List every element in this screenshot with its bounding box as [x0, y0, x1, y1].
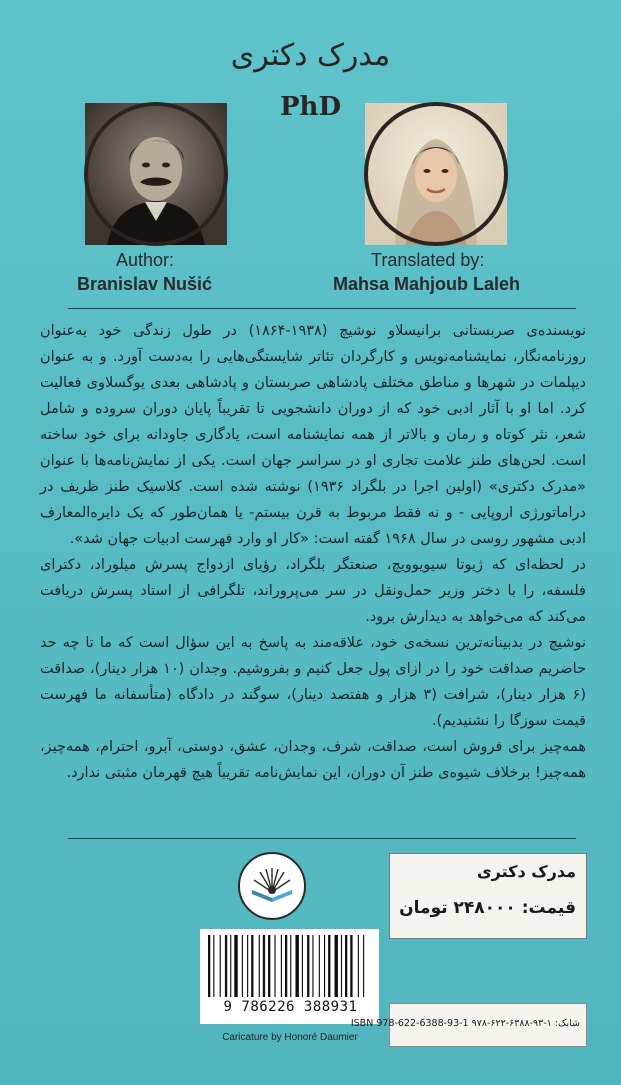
barcode-bar	[230, 935, 231, 997]
blurb-paragraph: همه‌چیز برای فروش است، صداقت، شرف، وجدان، عشق، دوستی، آبرو، احترام، همه‌چیز، همه‌چیز! برخلاف شیوه‌ی طنز آن دوران، این نمایش‌نامه تقریباً هیچ قهرمان مثبتی ندارد.	[40, 739, 586, 781]
barcode-bar	[295, 935, 298, 997]
bottom-divider	[68, 838, 576, 839]
isbn-value-fa: ۱-۹۳-۶۳۸۸-۶۲۲-۹۷۸	[471, 1018, 552, 1029]
barcode-bar	[302, 935, 303, 997]
barcode-bar	[259, 935, 260, 997]
author-name: Branislav Nušić	[77, 274, 213, 294]
translator-name: Mahsa Mahjoub Laleh	[333, 274, 521, 294]
barcode-bar	[319, 935, 320, 997]
barcode-bar	[251, 935, 253, 997]
barcode-bar	[285, 935, 287, 997]
barcode-bar	[307, 935, 309, 997]
price-currency: تومان	[399, 898, 448, 918]
price-sticker	[389, 853, 587, 939]
price-sticker-title: مدرک دکتری	[477, 862, 576, 881]
price-label: قیمت:	[521, 898, 576, 918]
caricature-credit: Caricature by Honoré Daumier	[222, 1032, 358, 1043]
price-line	[399, 898, 576, 918]
barcode-bar	[242, 935, 243, 997]
barcode-bar	[328, 935, 330, 997]
barcode-bar	[363, 935, 364, 997]
blurb-paragraph: نویسنده‌ی صربستانی برانیسلاو نوشیچ (۱۹۳۸-۱۸۶۴) در طول زندگی خود به‌عنوان روزنامه‌نگار، نمایشنامه‌نویس و کارگردان تئاتر شایستگی‌هایی را به‌دست آورد. و به عنوان دیپلمات در شهرها و مناطق مختلف پادشاهی صربستان و پادشاهی بعدی یوگسلاوی فعالیت کرد. اما او با آثار ادبی خود که از دوران دانشجویی تا تقریباً پایان دوران سروده و شامل شعر، نثر کوتاه و رمان و بالاتر از همه نمایشنامه است، یادگاری جاودانه برای خود ساخته است. لحن‌های طنز علامت تجاری او در سراسر جهان است. یکی از نمایش‌نامه‌ها با عنوان «مدرک دکتری» (اولین اجرا در بلگراد ۱۹۳۶) نوشته شده است. کلاسیک طنز ظریف در دراماتورژی اروپایی - و نه فقط مربوط به قرن بیستم- یا همان‌طور که یک دایره‌المعارف ادبی مشهور روسی در سال ۱۹۶۸ گفته است: «کار او وارد فهرست ادبیات جهان شد».	[40, 323, 586, 547]
blurb-text	[40, 318, 586, 786]
isbn-value-en: ISBN 978-622-6388-93-1	[350, 1018, 469, 1029]
price-value: ۲۴۸۰۰۰	[453, 898, 516, 918]
book-title-english: PhD	[279, 92, 341, 122]
barcode-bar	[274, 935, 275, 997]
translator-portrait	[365, 103, 507, 245]
author-portrait	[85, 103, 227, 245]
book-title-persian: مدرک دکتری	[230, 38, 391, 73]
barcode-bar	[345, 935, 347, 997]
barcode-bar	[312, 935, 313, 997]
barcode-bar	[213, 935, 214, 997]
isbn-sticker	[350, 1003, 587, 1047]
barcode-bar	[335, 935, 338, 997]
top-divider	[68, 308, 576, 309]
barcode-bar	[268, 935, 270, 997]
barcode-bar	[234, 935, 237, 997]
blurb-paragraph: نوشیچ در بدبینانه‌ترین نسخه‌ی خود، علاقه‌مند به پاسخ به این سؤال است که ما تا چه حد حاضریم صداقت خود را در ازای پول جعل کنیم و بفروشیم. وجدان (۱۰ هزار دینار)، صداقت (۶ هزار دینار)، شرافت (۳ هزار و هفتصد دینار)، سوگند در دادگاه (متأسفانه ما فهرست قیمت سوزگا را نشنیدیم).	[40, 635, 586, 729]
barcode-bar	[341, 935, 342, 997]
isbn-label: شابک:	[554, 1018, 580, 1029]
publisher-logo	[238, 852, 306, 920]
translator-label: Translated by:	[371, 250, 485, 270]
barcode-bar	[324, 935, 325, 997]
barcode-bar	[225, 935, 227, 997]
barcode-bar	[281, 935, 282, 997]
blurb-paragraph: در لحظه‌ای که ژیوتا سیویوویچ، صنعتگر بلگراد، رؤیای ازدواج پسرش میلوراد، دکترای فلسفه، را با دختر وزیر حمل‌ونقل در سر می‌پروراند، تلگرافی از استاد پسرش دریافت می‌کند که می‌خواهد به دیدارش برود.	[40, 557, 586, 625]
barcode-bar	[247, 935, 248, 997]
barcode-bar	[208, 935, 210, 997]
author-label: Author:	[116, 250, 175, 270]
barcode-number: 9 786226 388931	[223, 999, 358, 1015]
barcode-bar	[290, 935, 291, 997]
barcode-bar	[350, 935, 352, 997]
barcode-bar	[358, 935, 359, 997]
barcode-bar	[263, 935, 265, 997]
barcode-bar	[220, 935, 221, 997]
